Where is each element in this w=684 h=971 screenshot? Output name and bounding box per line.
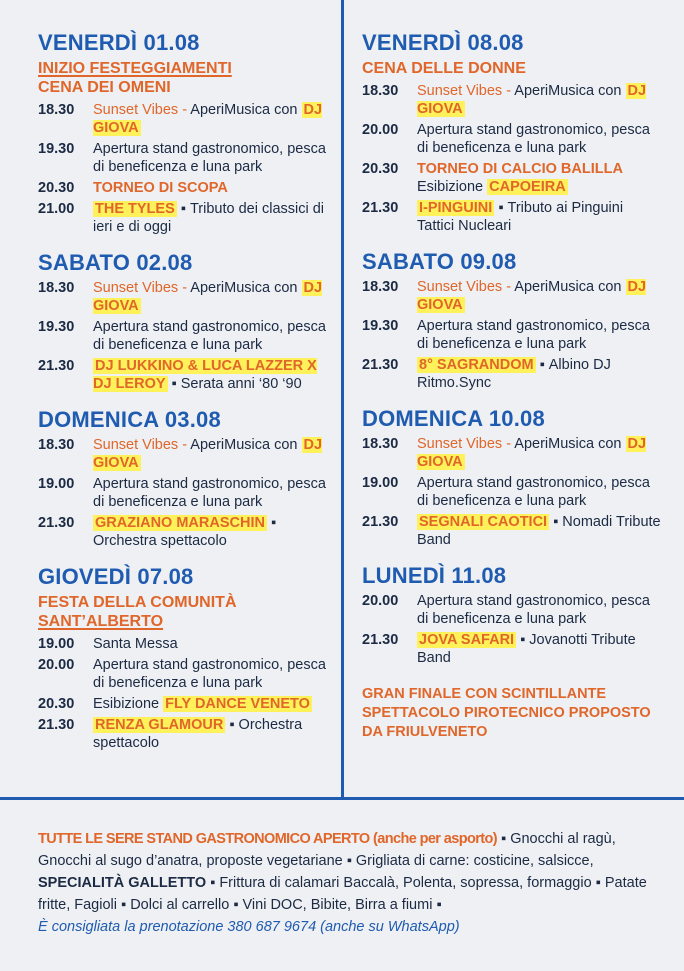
event-row: 21.00 THE TYLES ▪ Tributo dei classici di ieri e di oggi xyxy=(38,201,325,235)
event-row: 18.30 Sunset Vibes - AperiMusica con DJ GIOVA xyxy=(362,436,647,470)
event-row: 18.30 Sunset Vibes - AperiMusica con DJ GIOVA xyxy=(38,102,323,136)
event-row: 18.30 Sunset Vibes - AperiMusica con DJ GIOVA xyxy=(38,280,323,314)
event-row: 20.00 Apertura stand gastronomico, pesca di beneficenza e luna park xyxy=(362,593,650,627)
specialty-label: SPECIALITÀ GALLETTO xyxy=(38,875,207,891)
day-block xyxy=(362,563,662,667)
event-row: 19.30 Apertura stand gastronomico, pesca di beneficenza e luna park xyxy=(38,141,326,175)
day-title: SABATO 02.08 xyxy=(38,250,193,275)
day-block xyxy=(362,406,662,549)
horizontal-divider xyxy=(0,797,684,800)
event-row: 21.30 JOVA SAFARI ▪ Jovanotti Tribute Band xyxy=(362,632,636,666)
grand-finale-text: GRAN FINALE CON SCINTILLANTE SPETTACOLO PIROTECNICO PROPOSTO DA FRIULVENETO xyxy=(362,686,651,740)
day-subtitle: CENA DEI OMENI xyxy=(38,79,171,96)
day-block xyxy=(362,30,662,235)
day-title: SABATO 09.08 xyxy=(362,249,517,274)
event-row: 21.30 DJ LUKKINO & LUCA LAZZER X DJ LEROY ▪ Serata anni ‘80 ‘90 xyxy=(38,358,317,392)
day-title: VENERDÌ 08.08 xyxy=(362,30,524,55)
event-row: 18.30 Sunset Vibes - AperiMusica con DJ GIOVA xyxy=(362,83,647,117)
day-title: DOMENICA 03.08 xyxy=(38,407,221,432)
day-subtitle: FESTA DELLA COMUNITÀ xyxy=(38,594,237,611)
day-subtitle: SANT’ALBERTO xyxy=(38,613,164,630)
event-row: 21.30 SEGNALI CAOTICI ▪ Nomadi Tribute Band xyxy=(362,514,661,548)
event-row: 20.30 TORNEO DI SCOPA xyxy=(38,180,228,196)
event-row: 19.00 Apertura stand gastronomico, pesca di beneficenza e luna park xyxy=(38,476,326,510)
event-row: 21.30 RENZA GLAMOUR ▪ Orchestra spettacolo xyxy=(38,717,303,751)
day-block xyxy=(38,30,338,236)
day-block xyxy=(362,249,662,392)
event-row: 21.30 8° SAGRANDOM ▪ Albino DJ Ritmo.Sync xyxy=(362,357,611,391)
event-row: 20.30 Esibizione FLY DANCE VENETO xyxy=(38,696,310,712)
day-title: DOMENICA 10.08 xyxy=(362,406,545,431)
footer-title: TUTTE LE SERE STAND GASTRONOMICO APERTO (anche per asporto) xyxy=(38,831,497,847)
event-row: 20.00 Apertura stand gastronomico, pesca di beneficenza e luna park xyxy=(38,657,326,691)
day-subtitle: CENA DELLE DONNE xyxy=(362,60,526,77)
right-column xyxy=(362,30,662,742)
vertical-divider xyxy=(341,0,344,798)
day-block xyxy=(38,564,338,752)
day-title: GIOVEDÌ 07.08 xyxy=(38,564,194,589)
event-row: 21.30 I-PINGUINI ▪ Tributo ai Pinguini Tattici Nucleari xyxy=(362,200,624,234)
event-row: 19.30 Apertura stand gastronomico, pesca di beneficenza e luna park xyxy=(362,318,650,352)
event-row: 20.30 TORNEO DI CALCIO BALILLA Esibizione CAPOEIRA xyxy=(362,161,623,195)
event-row: 19.00 Apertura stand gastronomico, pesca di beneficenza e luna park xyxy=(362,475,650,509)
event-row: 19.00 Santa Messa xyxy=(38,636,178,652)
event-row: 18.30 Sunset Vibes - AperiMusica con DJ GIOVA xyxy=(38,437,323,471)
day-block xyxy=(38,250,338,393)
event-row: 19.30 Apertura stand gastronomico, pesca di beneficenza e luna park xyxy=(38,319,326,353)
left-column xyxy=(38,30,338,766)
day-block xyxy=(38,407,338,550)
event-row: 21.30 GRAZIANO MARASCHIN ▪ Orchestra spettacolo xyxy=(38,515,277,549)
day-title: VENERDÌ 01.08 xyxy=(38,30,200,55)
day-title: LUNEDÌ 11.08 xyxy=(362,563,507,588)
day-subtitle: INIZIO FESTEGGIAMENTI xyxy=(38,60,232,77)
event-row: 18.30 Sunset Vibes - AperiMusica con DJ GIOVA xyxy=(362,279,647,313)
footer-info: TUTTE LE SERE STAND GASTRONOMICO APERTO (anche per asporto) ▪ Gnocchi al ragù, Gnocchi al sugo d’anatra, proposte vegetariane ▪ Grigliata di carne: costicine, salsicce, SPECIALITÀ GALLETTO ▪ Frittura di calamari Baccalà, Polenta, sopressa, formaggio ▪ Patate fritte, Fagioli ▪ Dolci al carrello ▪ Vini DOC, Bibite, Birra a fiumi ▪ È consigliata la prenotazione 380 687 9674 (anche su WhatsApp) xyxy=(38,831,647,935)
booking-info: È consigliata la prenotazione 380 687 9674 (anche su WhatsApp) xyxy=(38,919,460,935)
event-row: 20.00 Apertura stand gastronomico, pesca di beneficenza e luna park xyxy=(362,122,650,156)
